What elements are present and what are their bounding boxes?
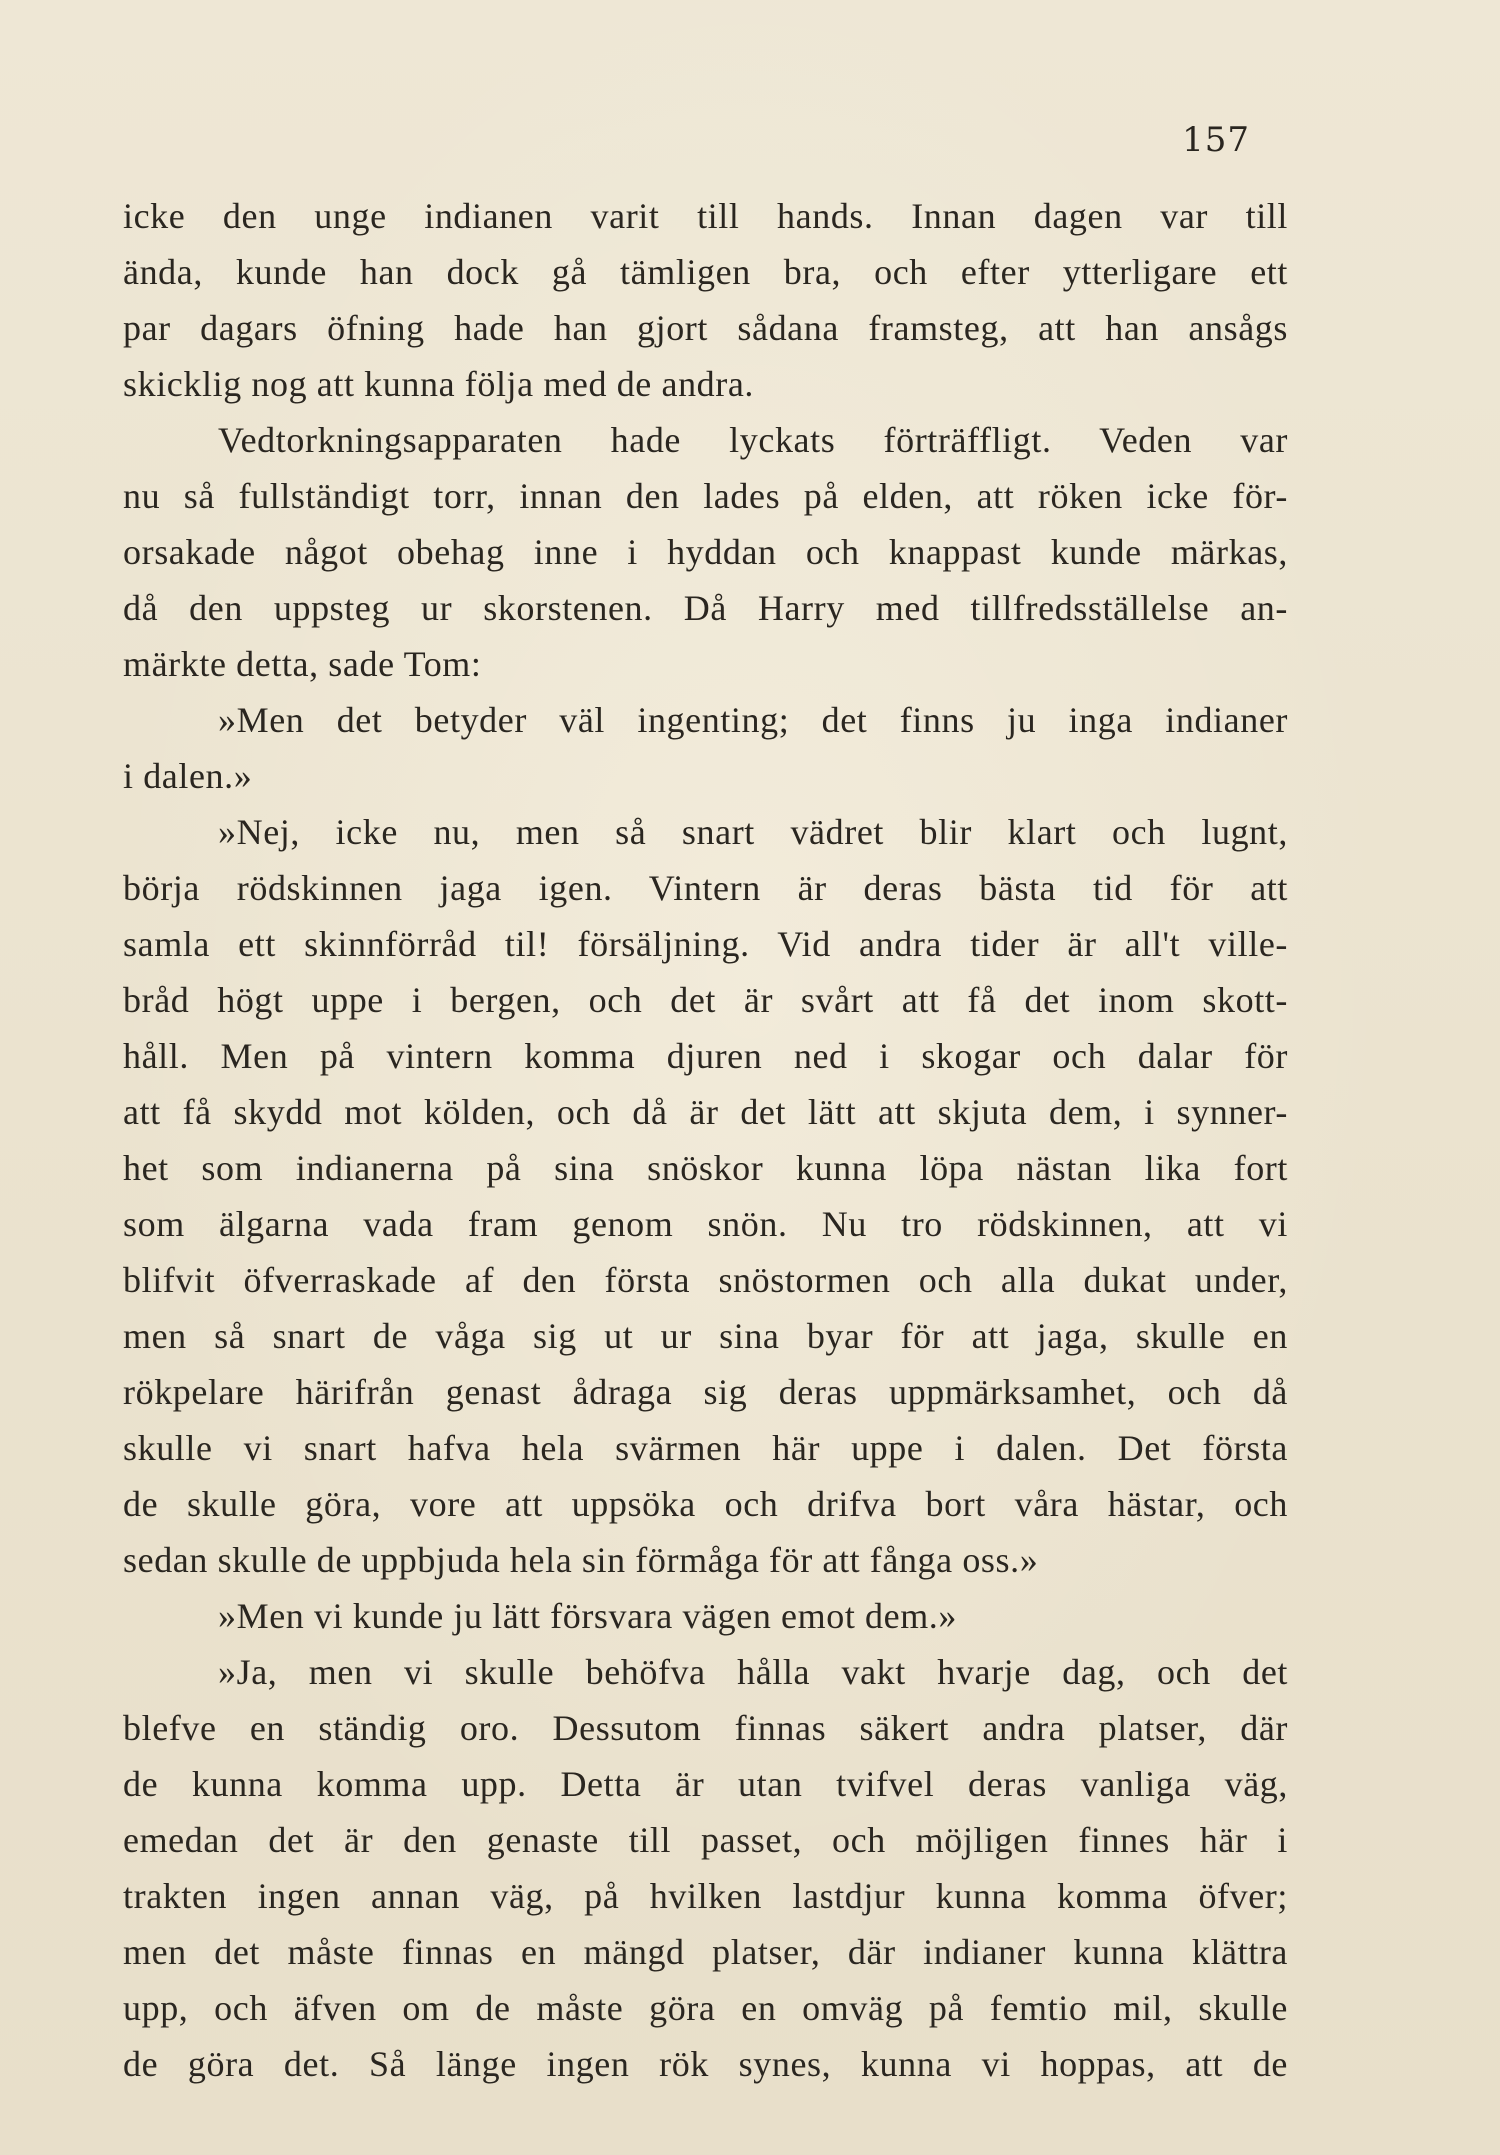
text-line: sedan skulle de uppbjuda hela sin förmåga för att fånga oss.» — [123, 1540, 1039, 1580]
text-line: men så snart de våga sig ut ur sina byar för att jaga, skulle en — [123, 1316, 1288, 1356]
text-line: trakten ingen annan väg, på hvilken lastdjur kunna komma öfver; — [123, 1876, 1288, 1916]
text-line: Vedtorkningsapparaten hade lyckats förträffligt. Veden var — [218, 420, 1288, 460]
text-line: blifvit öfverraskade af den första snöstormen och alla dukat under, — [123, 1260, 1288, 1300]
body-text — [123, 188, 1288, 2092]
text-line: orsakade något obehag inne i hyddan och knappast kunde märkas, — [123, 532, 1288, 572]
text-line: i dalen.» — [123, 756, 253, 796]
text-line: att få skydd mot kölden, och då är det lätt att skjuta dem, i synner- — [123, 1092, 1288, 1132]
text-line: då den uppsteg ur skorstenen. Då Harry med tillfredsställelse an- — [123, 588, 1288, 628]
text-line: skicklig nog att kunna följa med de andra. — [123, 364, 755, 404]
text-line: emedan det är den genaste till passet, och möjligen finnes här i — [123, 1820, 1288, 1860]
page-number: 157 — [1182, 120, 1250, 160]
text-line: märkte detta, sade Tom: — [123, 644, 482, 684]
text-line: »Men det betyder väl ingenting; det finns ju inga indianer — [218, 700, 1288, 740]
text-line: börja rödskinnen jaga igen. Vintern är deras bästa tid för att — [123, 868, 1288, 908]
text-line: »Nej, icke nu, men så snart vädret blir klart och lugnt, — [218, 812, 1288, 852]
text-line: håll. Men på vintern komma djuren ned i skogar och dalar för — [123, 1036, 1288, 1076]
text-line: »Ja, men vi skulle behöfva hålla vakt hvarje dag, och det — [218, 1652, 1288, 1692]
text-line: blefve en ständig oro. Dessutom finnas säkert andra platser, där — [123, 1708, 1288, 1748]
text-line: »Men vi kunde ju lätt försvara vägen emot dem.» — [218, 1596, 958, 1636]
text-line: par dagars öfning hade han gjort sådana framsteg, att han ansågs — [123, 308, 1288, 348]
text-line: het som indianerna på sina snöskor kunna löpa nästan lika fort — [123, 1148, 1288, 1188]
text-line: samla ett skinnförråd til! försäljning. Vid andra tider är all't ville- — [123, 924, 1288, 964]
text-line: nu så fullständigt torr, innan den lades på elden, att röken icke för- — [123, 476, 1288, 516]
text-line: men det måste finnas en mängd platser, där indianer kunna klättra — [123, 1932, 1288, 1972]
text-line: skulle vi snart hafva hela svärmen här uppe i dalen. Det första — [123, 1428, 1288, 1468]
text-line: som älgarna vada fram genom snön. Nu tro rödskinnen, att vi — [123, 1204, 1288, 1244]
text-line: de kunna komma upp. Detta är utan tvifvel deras vanliga väg, — [123, 1764, 1288, 1804]
text-line: rökpelare härifrån genast ådraga sig deras uppmärksamhet, och då — [123, 1372, 1288, 1412]
text-line: de göra det. Så länge ingen rök synes, kunna vi hoppas, att de — [123, 2044, 1288, 2084]
text-line: de skulle göra, vore att uppsöka och drifva bort våra hästar, och — [123, 1484, 1288, 1524]
text-line: icke den unge indianen varit till hands. Innan dagen var till — [123, 196, 1288, 236]
text-line: ända, kunde han dock gå tämligen bra, och efter ytterligare ett — [123, 252, 1288, 292]
text-line: upp, och äfven om de måste göra en omväg på femtio mil, skulle — [123, 1988, 1288, 2028]
text-line: bråd högt uppe i bergen, och det är svårt att få det inom skott- — [123, 980, 1288, 1020]
